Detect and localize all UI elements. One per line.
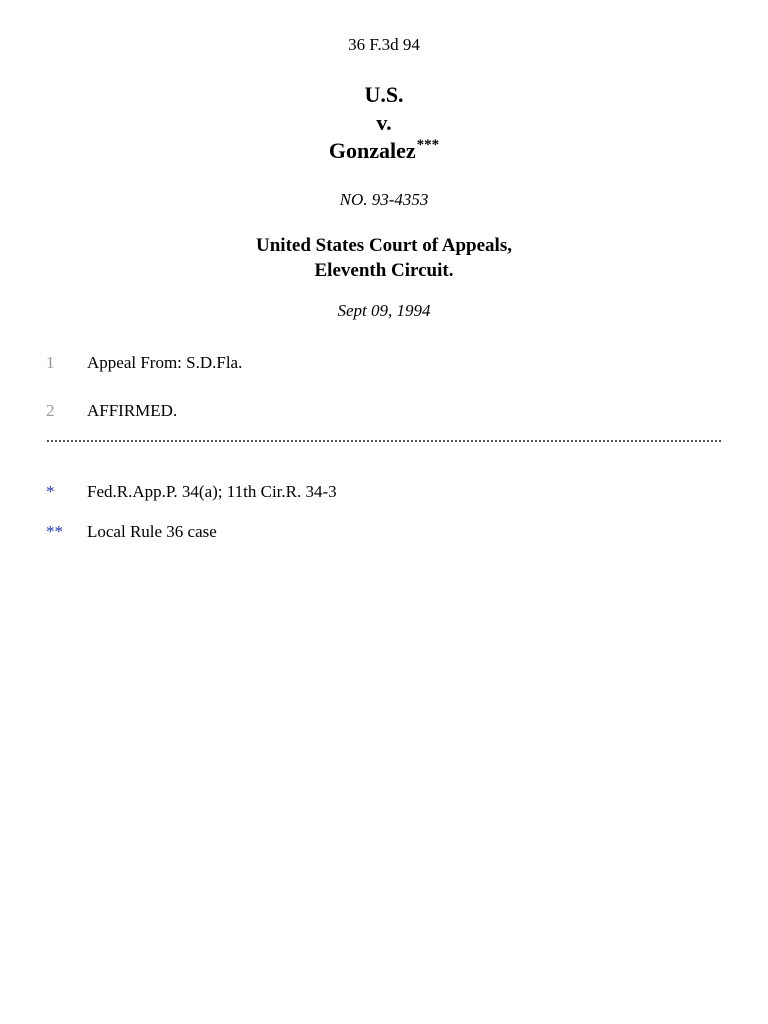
defendant-line	[0, 137, 768, 165]
defendant-footnote-marker: ***	[416, 137, 440, 153]
footnote-marker[interactable]: **	[46, 522, 63, 541]
court-name	[0, 233, 768, 283]
paragraph	[0, 399, 768, 423]
court-name-line-2: Eleventh Circuit.	[314, 260, 454, 281]
footnote-divider	[47, 440, 721, 442]
defendant-name: Gonzalez	[328, 138, 416, 163]
paragraph-number: 1	[46, 353, 55, 372]
decision-date: Sept 09, 1994	[337, 301, 431, 320]
paragraph-text: Appeal From: S.D.Fla.	[87, 353, 243, 372]
case-caption	[0, 81, 768, 165]
paragraph-text: AFFIRMED.	[87, 401, 178, 420]
versus-label: v.	[376, 110, 392, 135]
case-citation: 36 F.3d 94	[348, 35, 420, 54]
court-name-line-1: United States Court of Appeals,	[256, 235, 512, 256]
footnote-text: Fed.R.App.P. 34(a); 11th Cir.R. 34-3	[87, 482, 337, 501]
plaintiff-name: U.S.	[364, 82, 404, 107]
footnote	[0, 480, 768, 504]
footnote	[0, 520, 768, 544]
footnote-marker[interactable]: *	[46, 482, 55, 501]
paragraph-number: 2	[46, 401, 55, 420]
docket-number: NO. 93-4353	[339, 190, 429, 209]
paragraph	[0, 351, 768, 375]
footnote-text: Local Rule 36 case	[87, 522, 217, 541]
